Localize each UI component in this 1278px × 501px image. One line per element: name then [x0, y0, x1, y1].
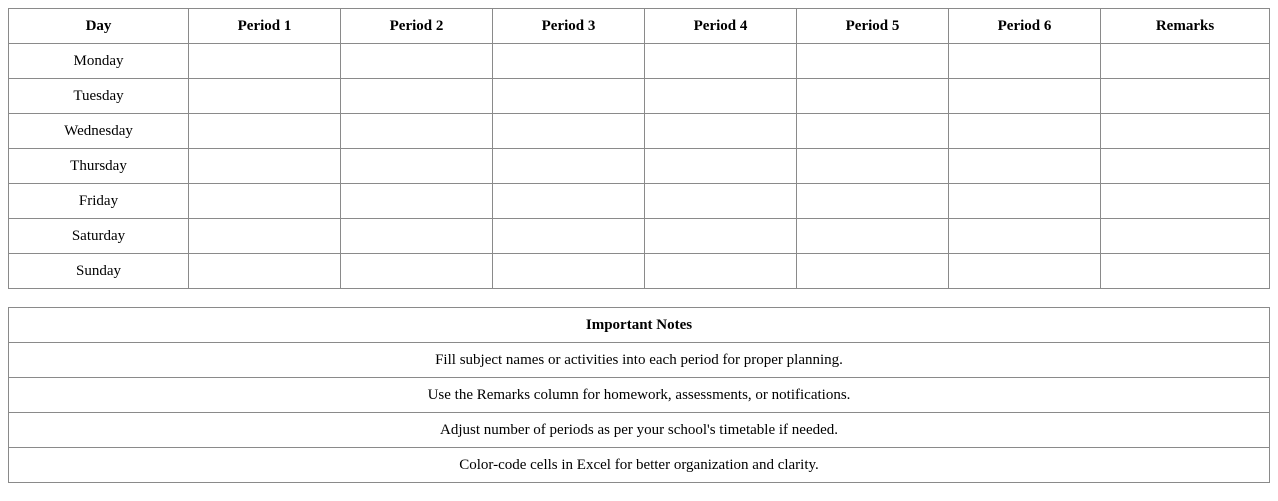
period-cell[interactable] [341, 219, 493, 254]
period-cell[interactable] [341, 114, 493, 149]
header-remarks: Remarks [1101, 9, 1270, 44]
list-item [9, 378, 1270, 413]
remarks-cell[interactable] [1101, 254, 1270, 289]
list-item [9, 343, 1270, 378]
period-cell[interactable] [645, 219, 797, 254]
period-cell[interactable] [645, 149, 797, 184]
period-cell[interactable] [493, 184, 645, 219]
period-cell[interactable] [189, 254, 341, 289]
remarks-cell[interactable] [1101, 184, 1270, 219]
period-cell[interactable] [797, 44, 949, 79]
period-cell[interactable] [341, 254, 493, 289]
period-cell[interactable] [189, 44, 341, 79]
period-cell[interactable] [493, 149, 645, 184]
remarks-cell[interactable] [1101, 114, 1270, 149]
period-cell[interactable] [949, 114, 1101, 149]
period-cell[interactable] [645, 254, 797, 289]
header-period-5: Period 5 [797, 9, 949, 44]
period-cell[interactable] [797, 219, 949, 254]
period-cell[interactable] [341, 44, 493, 79]
period-cell[interactable] [493, 114, 645, 149]
timetable-table [8, 8, 1270, 289]
day-cell: Thursday [9, 149, 189, 184]
period-cell[interactable] [949, 79, 1101, 114]
day-cell: Tuesday [9, 79, 189, 114]
period-cell[interactable] [949, 44, 1101, 79]
period-cell[interactable] [949, 149, 1101, 184]
period-cell[interactable] [645, 79, 797, 114]
period-cell[interactable] [189, 114, 341, 149]
period-cell[interactable] [493, 254, 645, 289]
day-cell: Friday [9, 184, 189, 219]
period-cell[interactable] [493, 219, 645, 254]
header-period-3: Period 3 [493, 9, 645, 44]
note-text: Color-code cells in Excel for better organization and clarity. [9, 448, 1270, 483]
period-cell[interactable] [493, 44, 645, 79]
table-row [9, 79, 1270, 114]
period-cell[interactable] [645, 44, 797, 79]
list-item [9, 448, 1270, 483]
period-cell[interactable] [949, 254, 1101, 289]
note-text: Use the Remarks column for homework, assessments, or notifications. [9, 378, 1270, 413]
period-cell[interactable] [797, 254, 949, 289]
header-period-4: Period 4 [645, 9, 797, 44]
notes-header-row [9, 308, 1270, 343]
notes-table [8, 307, 1270, 483]
table-row [9, 149, 1270, 184]
header-period-6: Period 6 [949, 9, 1101, 44]
remarks-cell[interactable] [1101, 44, 1270, 79]
table-row [9, 254, 1270, 289]
table-row [9, 114, 1270, 149]
period-cell[interactable] [189, 184, 341, 219]
period-cell[interactable] [797, 184, 949, 219]
timetable-header-row [9, 9, 1270, 44]
period-cell[interactable] [797, 149, 949, 184]
period-cell[interactable] [949, 184, 1101, 219]
table-row [9, 219, 1270, 254]
remarks-cell[interactable] [1101, 149, 1270, 184]
period-cell[interactable] [189, 149, 341, 184]
period-cell[interactable] [645, 114, 797, 149]
period-cell[interactable] [797, 79, 949, 114]
list-item [9, 413, 1270, 448]
notes-title: Important Notes [9, 308, 1270, 343]
note-text: Adjust number of periods as per your school's timetable if needed. [9, 413, 1270, 448]
day-cell: Monday [9, 44, 189, 79]
day-cell: Sunday [9, 254, 189, 289]
period-cell[interactable] [341, 149, 493, 184]
header-period-2: Period 2 [341, 9, 493, 44]
period-cell[interactable] [341, 184, 493, 219]
note-text: Fill subject names or activities into each period for proper planning. [9, 343, 1270, 378]
table-row [9, 44, 1270, 79]
header-period-1: Period 1 [189, 9, 341, 44]
page-content [8, 8, 1270, 483]
period-cell[interactable] [797, 114, 949, 149]
remarks-cell[interactable] [1101, 79, 1270, 114]
day-cell: Saturday [9, 219, 189, 254]
remarks-cell[interactable] [1101, 219, 1270, 254]
header-day: Day [9, 9, 189, 44]
day-cell: Wednesday [9, 114, 189, 149]
period-cell[interactable] [645, 184, 797, 219]
period-cell[interactable] [493, 79, 645, 114]
period-cell[interactable] [949, 219, 1101, 254]
period-cell[interactable] [341, 79, 493, 114]
table-row [9, 184, 1270, 219]
period-cell[interactable] [189, 219, 341, 254]
period-cell[interactable] [189, 79, 341, 114]
